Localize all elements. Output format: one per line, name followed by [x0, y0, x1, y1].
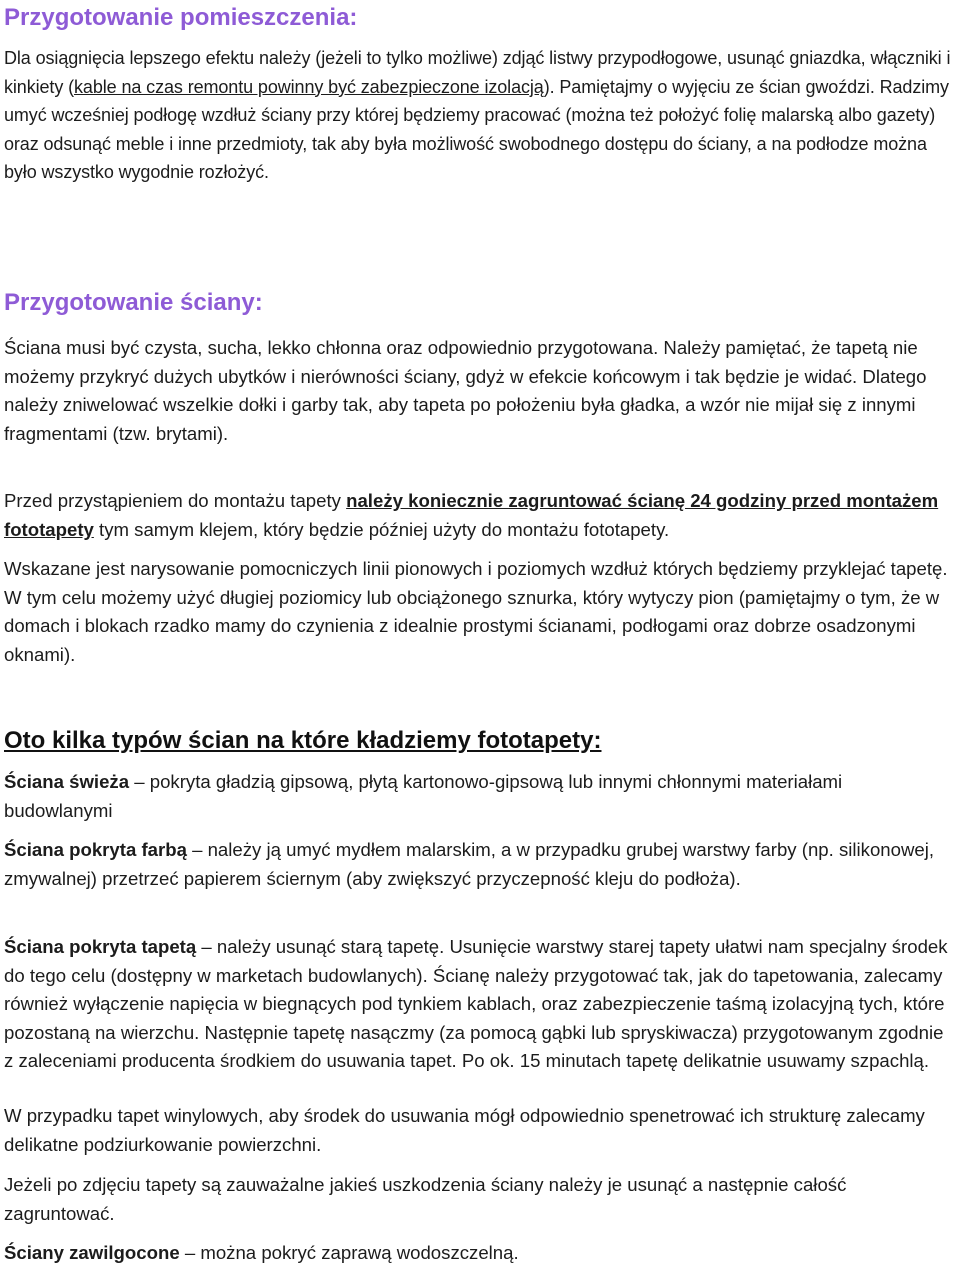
heading-wall-types: Oto kilka typów ścian na które kładziemy fototapety: — [4, 727, 602, 754]
wall-type-damp — [4, 1239, 954, 1268]
after-removal-note: Jeżeli po zdjęciu tapety są zauważalne jakieś uszkodzenia ściany należy je usunąć a następnie całość zagruntować. — [4, 1174, 847, 1224]
wall-type-description: – można pokryć zaprawą wodoszczelną. — [179, 1242, 519, 1263]
room-preparation-text — [4, 44, 954, 187]
wall-type-painted — [4, 836, 954, 893]
wall-type-label: Ściana świeża — [4, 771, 130, 792]
wall-preparation-para-3: Wskazane jest narysowanie pomocniczych linii pionowych i poziomych wzdłuż których będziemy przyklejać tapetę. W tym celu możemy użyć długiej poziomicy lub obciążonego sznurka, który wytyczy pion (pamiętajmy o tym, że w domach i blokach rzadko mamy do czynienia z idealnie prostymi ścianami, podłogami oraz dobrze osadzonymi oknami). — [4, 558, 948, 665]
wall-type-fresh — [4, 768, 954, 825]
wall-type-description: – pokryta gładzią gipsową, płytą kartonowo-gipsową lub innymi chłonnymi materiałami budowlanymi — [4, 771, 843, 821]
text-part: Przed przystąpieniem do montażu tapety — [4, 490, 347, 511]
wall-type-description: – należy usunąć starą tapetę. Usunięcie warstwy starej tapety ułatwi nam specjalny środek do tego celu (dostępny w marketach budowlanych). Ścianę należy przygotować tak, jak do tapetowania, zalecamy również wyłączenie napięcia w biegnących pod tynkiem kablach, oraz zabezpieczenie taśmą izolacyjną tych, które pozostaną na wierzchu. Następnie tapetę nasączmy (za pomocą gąbki lub spryskiwacza) przygotowanym zgodnie z zaleceniami producenta środkiem do usuwania tapet. Po ok. 15 minutach tapetę delikatnie usuwamy szpachlą. — [4, 936, 948, 1072]
text-part: tym samym klejem, który będzie później użyty do montażu fototapety. — [93, 518, 670, 540]
underlined-text: kable na czas remontu powinny być zabezpieczone izolacją — [74, 76, 544, 97]
text-part: Dla osiągnięcia lepszego efektu należy (jeżeli to tylko możliwe) zdjąć listwy przypodłogowe, usunąć gniazdka, włączniki i kinkiety ( — [4, 48, 951, 97]
heading-room-preparation: Przygotowanie pomieszczenia: — [4, 4, 358, 31]
wall-type-label: Ściany zawilgocone — [4, 1242, 180, 1263]
wall-type-wallpapered — [4, 933, 954, 1076]
priming-instruction: należy koniecznie zagruntować ścianę 24 godziny przed montażem fototapety — [4, 490, 939, 540]
wall-preparation-para-1: Ściana musi być czysta, sucha, lekko chłonna oraz odpowiednio przygotowana. Należy pamiętać, że tapetą nie możemy przykryć dużych ubytków i nierówności ściany, gdyż w efekcie końcowym i tak będzie je widać. Dlatego należy zniwelować wszelkie dołki i garby tak, aby tapeta po położeniu była gładka, a wzór nie mijał się z innymi fragmentami (tzw. brytami). — [4, 337, 927, 444]
wall-preparation-para-2 — [4, 487, 954, 544]
wall-type-label: Ściana pokryta tapetą — [4, 936, 197, 957]
text-part: ). Pamiętajmy o wyjęciu ze ścian gwoździ. Radzimy umyć wcześniej podłogę wzdłuż ściany przy której będziemy pracować (można też położyć folię malarską albo gazety) oraz odsunąć meble i inne przedmioty, tak aby była możliwość swobodnego dostępu do ściany, a na podłodze można było wszystko wygodnie rozłożyć. — [4, 76, 949, 183]
vinyl-wallpaper-note: W przypadku tapet winylowych, aby środek do usuwania mógł odpowiednio spenetrować ich strukturę zalecamy delikatne podziurkowanie powierzchni. — [4, 1105, 925, 1155]
wall-type-label: Ściana pokryta farbą — [4, 839, 187, 860]
wall-type-description: – należy ją umyć mydłem malarskim, a w przypadku grubej warstwy farby (np. silikonowej, zmywalnej) przetrzeć papierem ściernym (aby zwiększyć przyczepność kleju do podłoża). — [4, 839, 935, 889]
heading-wall-preparation: Przygotowanie ściany: — [4, 289, 263, 316]
